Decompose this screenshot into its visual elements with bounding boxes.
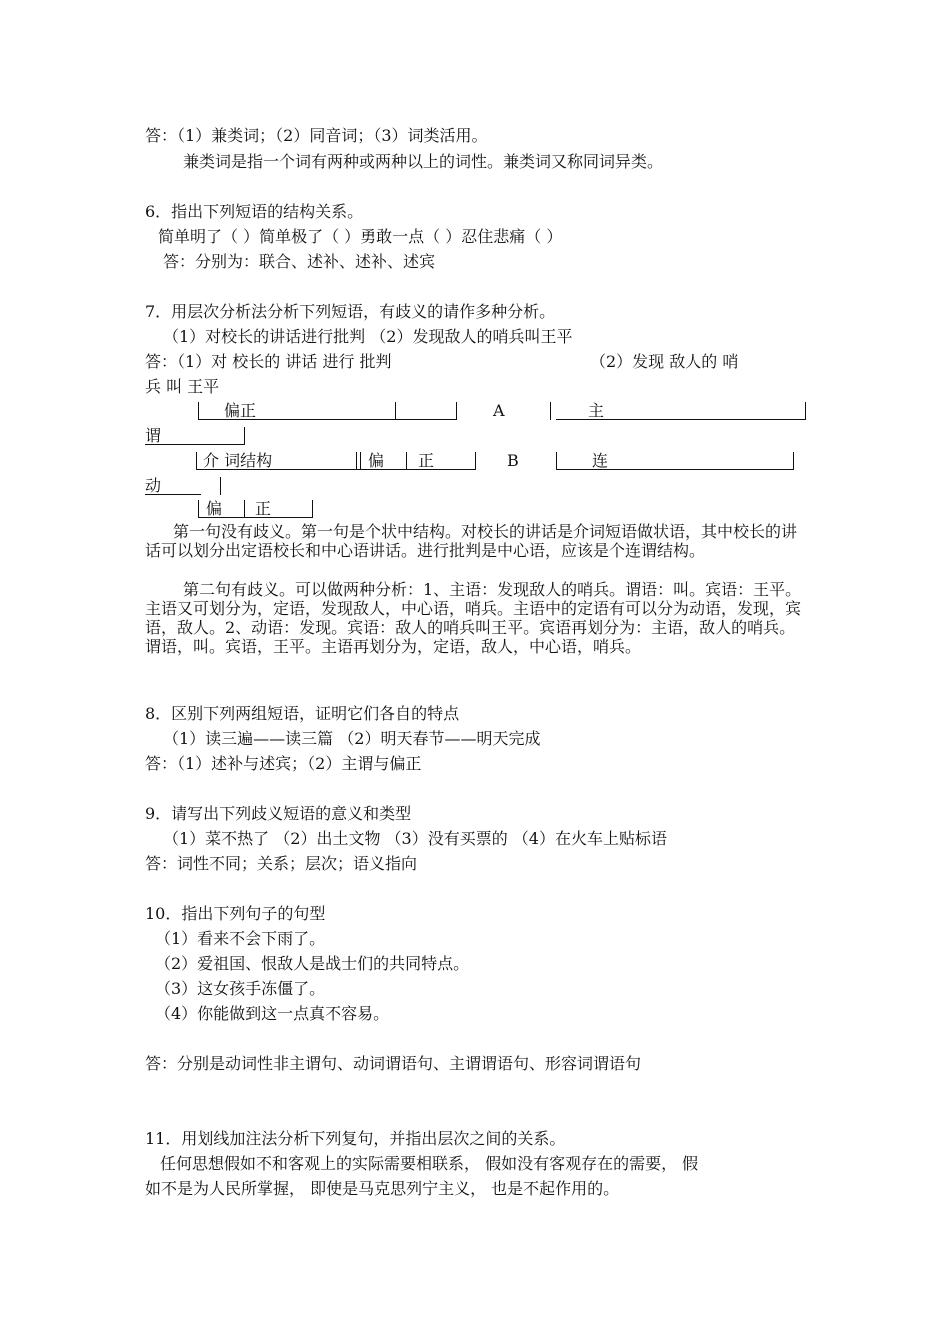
q7-paragraph-2: 第二句有歧义。可以做两种分析：1、主语：发现敌人的哨兵。谓语：叫。宾语：王平。主语又可划分为，定语，发现敌人，中心语，哨兵。主语中的定语有可以分为动语，发现，宾语，敌人。2、动语：发现。宾语：敌人的哨兵叫王平。宾语再划分为：主语，敌人的哨兵。谓语，叫。宾语，王平。主语再划分为，定语，敌人，中心语，哨兵。 [145,580,802,656]
q8-answer: 答：（1）述补与述宾；（2）主谓与偏正 [145,754,422,773]
diagram-label-pian: 偏 [368,451,385,470]
q9-items: （1）菜不热了 （2）出土文物 （3）没有买票的 （4）在火车上贴标语 [163,829,667,848]
diagram-bracket [805,402,806,420]
q10-question: 10．指出下列句子的句型 [145,904,326,923]
q10-item-2: （2）爱祖国、恨敌人是战士们的共同特点。 [155,954,470,973]
diagram-bracket [244,500,245,518]
q10-item-1: （1）看来不会下雨了。 [155,929,326,948]
diagram-label-dong: 动 [145,476,162,495]
diagram-label-a: A [493,401,505,420]
diagram-bracket [556,452,557,470]
q7-answer-line2: 兵 叫 王平 [145,377,220,396]
diagram-bracket [198,500,199,518]
diagram-label-wei: 谓 [145,426,162,445]
diagram-label-zhu: 主 [588,401,605,420]
q11-question: 11．用划线加注法分析下列复句，并指出层次之间的关系。 [145,1129,566,1148]
q5-answer: 答：（1）兼类词；（2）同音词；（3）词类活用。 [145,126,488,145]
diagram-bracket [793,452,794,470]
q9-answer: 答：词性不同；关系；层次；语义指向 [145,854,418,873]
diagram-bracket [456,402,457,420]
q11-line-1: 任何思想假如不和客观上的实际需要相联系， 假如没有客观存在的需要， 假 [160,1154,699,1173]
q6-question: 6．指出下列短语的结构关系。 [145,202,364,221]
diagram-bracket [395,402,396,420]
q6-items: 简单明了（ ）简单极了（ ）勇敢一点（ ）忍住悲痛（ ） [158,227,563,246]
diagram-bracket [550,402,551,420]
q10-item-3: （3）这女孩手冻僵了。 [155,979,326,998]
diagram-bracket [220,477,221,495]
q7-question: 7．用层次分析法分析下列短语，有歧义的请作多种分析。 [145,302,556,321]
diagram-underline [145,444,245,445]
diagram-bracket [312,500,313,518]
diagram-bracket [198,402,199,420]
q7-answer-line1-right: （2）发现 敌人的 哨 [590,352,739,371]
q8-question: 8．区别下列两组短语，证明它们各自的特点 [145,704,460,723]
q5-note: 兼类词是指一个词有两种或两种以上的词性。兼类词又称同词异类。 [183,152,664,171]
diagram-label-jieci: 介 词结构 [203,451,273,470]
diagram-label-zheng2: 正 [255,499,272,518]
q9-question: 9．请写出下列歧义短语的意义和类型 [145,804,412,823]
diagram-underline [198,517,312,518]
q6-answer: 答：分别为：联合、述补、述补、述宾 [163,252,436,271]
diagram-label-pian2: 偏 [206,499,223,518]
q10-answer: 答：分别是动词性非主谓句、动词谓语句、主谓谓语句、形容词谓语句 [145,1054,642,1073]
diagram-label-pianzheng: 偏正 [224,401,257,420]
q7-answer-line1-left: 答：（1）对 校长的 讲话 进行 批判 [145,352,392,371]
diagram-bracket [244,427,245,445]
diagram-label-lian: 连 [592,451,609,470]
diagram-bracket [196,452,197,470]
q7-paragraph-1: 第一句没有歧义。第一句是个状中结构。对校长的讲话是介词短语做状语，其中校长的讲话可以划分出定语校长和中心语讲话。进行批判是中心语，应该是个连谓结构。 [145,522,798,560]
diagram-label-zheng: 正 [418,451,435,470]
diagram-bracket [475,452,476,470]
q7-items: （1）对校长的讲话进行批判 （2）发现敌人的哨兵叫王平 [163,327,573,346]
diagram-bracket [360,452,361,470]
diagram-label-b: B [507,451,519,470]
q8-items: （1）读三遍——读三篇 （2）明天春节——明天完成 [163,729,541,748]
diagram-bracket [406,452,407,470]
q10-item-4: （4）你能做到这一点真不容易。 [155,1004,390,1023]
diagram-bracket [356,452,357,470]
q11-line-2: 如不是为人民所掌握， 即使是马克思列宁主义， 也是不起作用的。 [145,1179,620,1198]
diagram-underline [145,494,201,495]
